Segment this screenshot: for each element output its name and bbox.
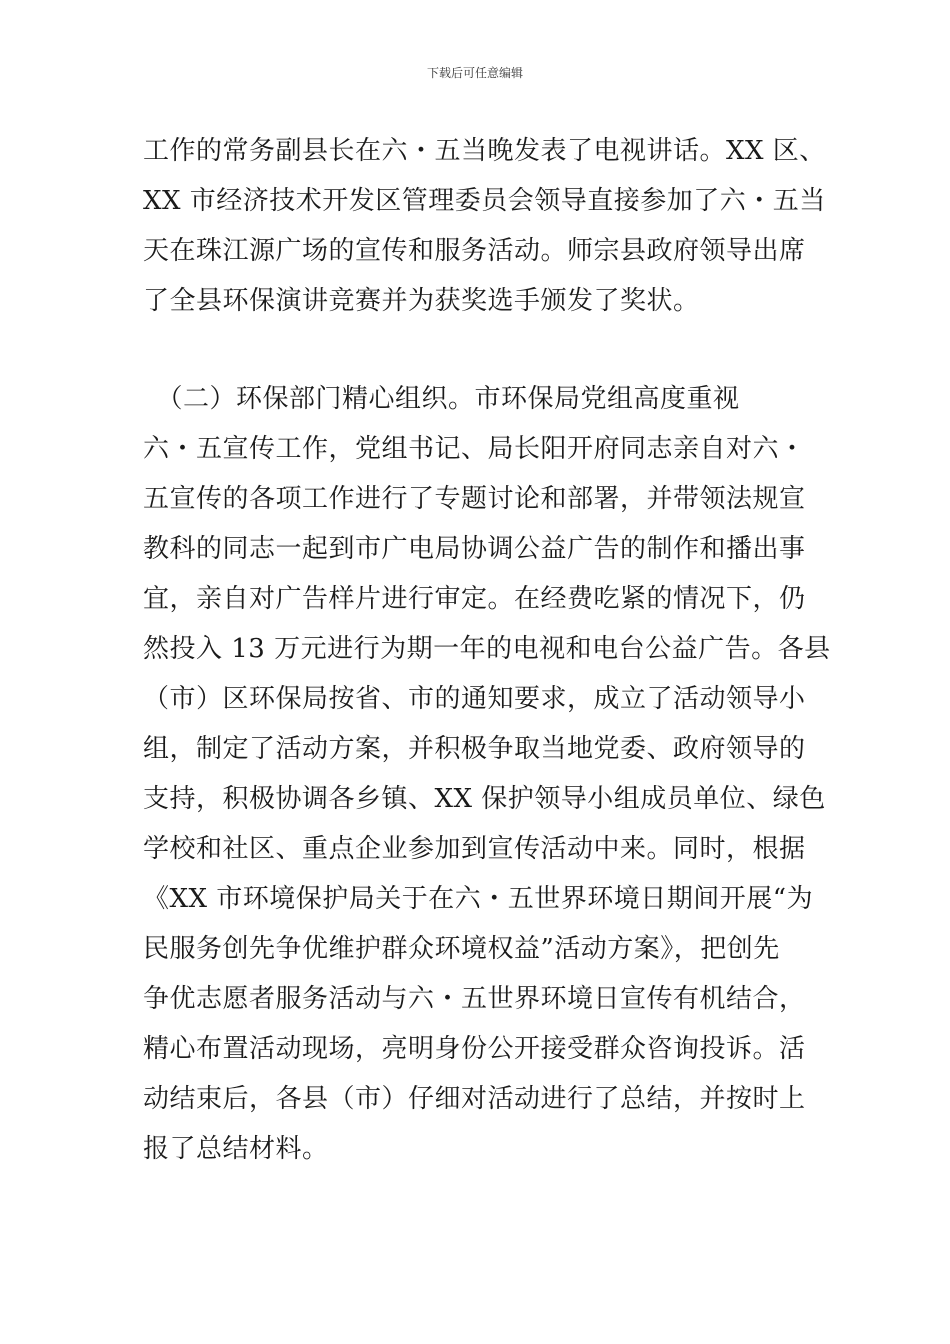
paragraph-line: 工作的常务副县长在六・五当晚发表了电视讲话。XX 区、 xyxy=(143,136,826,166)
paragraph-line: 支持，积极协调各乡镇、XX 保护领导小组成员单位、绿色 xyxy=(143,784,826,814)
paragraph-line: 五宣传的各项工作进行了专题讨论和部署，并带领法规宣 xyxy=(143,484,806,514)
paragraph-line: 天在珠江源广场的宣传和服务活动。师宗县政府领导出席 xyxy=(143,236,806,266)
paragraph-line: 报了总结材料。 xyxy=(143,1134,329,1164)
header-note: 下载后可任意编辑 xyxy=(426,66,523,80)
paragraph-1 xyxy=(143,126,826,326)
paragraph-line: 争优志愿者服务活动与六・五世界环境日宣传有机结合， xyxy=(143,984,806,1014)
paragraph-line: 精心布置活动现场，亮明身份公开接受群众咨询投诉。活 xyxy=(143,1034,806,1064)
paragraph-line: 动结束后，各县（市）仔细对活动进行了总结，并按时上 xyxy=(143,1084,806,1114)
paragraph-2 xyxy=(143,374,831,1174)
paragraph-line: XX 市经济技术开发区管理委员会领导直接参加了六・五当 xyxy=(143,186,826,216)
paragraph-line: 学校和社区、重点企业参加到宣传活动中来。同时，根据 xyxy=(143,834,806,864)
paragraph-line: 六・五宣传工作，党组书记、局长阳开府同志亲自对六・ xyxy=(143,434,806,464)
paragraph-line: 了全县环保演讲竞赛并为获奖选手颁发了奖状。 xyxy=(143,286,700,316)
paragraph-line: （市）区环保局按省、市的通知要求，成立了活动领导小 xyxy=(143,684,806,714)
paragraph-line: 宜，亲自对广告样片进行审定。在经费吃紧的情况下，仍 xyxy=(143,584,806,614)
paragraph-line: 教科的同志一起到市广电局协调公益广告的制作和播出事 xyxy=(143,534,806,564)
paragraph-line: 《XX 市环境保护局关于在六・五世界环境日期间开展“为 xyxy=(143,884,814,914)
paragraph-line: 民服务创先争优维护群众环境权益”活动方案》，把创先 xyxy=(143,934,780,964)
paragraph-line: （二）环保部门精心组织。市环保局党组高度重视 xyxy=(143,384,740,414)
paragraph-line: 然投入 13 万元进行为期一年的电视和电台公益广告。各县 xyxy=(143,634,831,664)
paragraph-line: 组，制定了活动方案，并积极争取当地党委、政府领导的 xyxy=(143,734,806,764)
